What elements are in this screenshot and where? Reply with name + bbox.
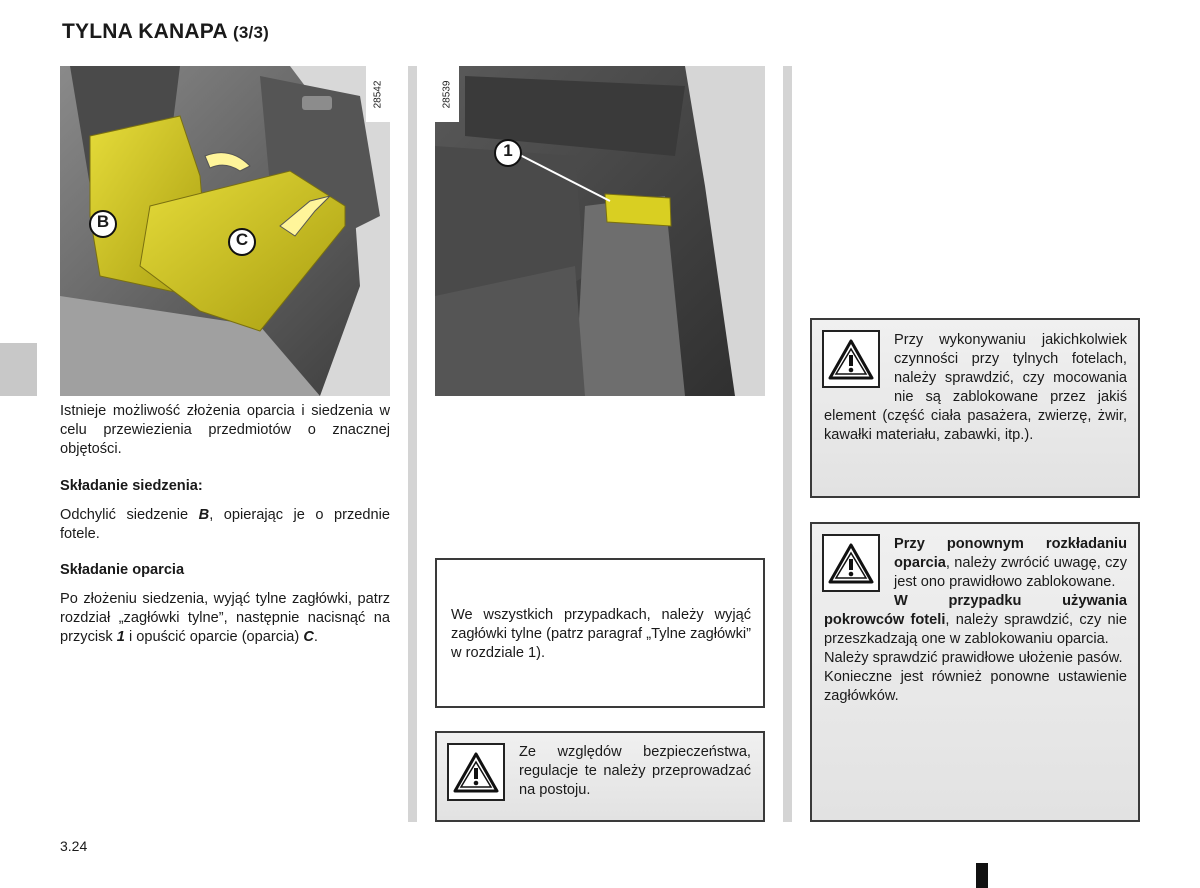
safety-warning-text: Ze względów bezpieczeństwa, regulacje te należy przeprowadzać na postoju.: [519, 744, 751, 798]
page-edge-marker: [976, 863, 988, 888]
warning-triangle-icon: [447, 743, 505, 801]
column-separator-left: [408, 66, 417, 822]
rear-seat-folding-photo: [60, 66, 390, 396]
title-main: TYLNA KANAPA: [62, 20, 227, 43]
reassembly-warning-box: [810, 522, 1140, 822]
column-separator-right: [783, 66, 792, 822]
chapter-tab: [0, 343, 37, 396]
intro-paragraph: Istnieje możliwość złożenia oparcia i siedzenia w celu przewiezienia przedmiotów o znacznej objętości.: [60, 403, 390, 457]
page-number: 3.24: [60, 838, 88, 854]
seat-folding-heading: Składanie siedzenia:: [60, 478, 203, 494]
reassembly-warning-text: Przy ponownym rozkładaniu oparcia, należy zwrócić uwagę, czy jest ono prawidłowo zablokowane. W przypadku używania pokrowców foteli, należy sprawdzić, czy nie przeszkadzają one w zablokowaniu oparcia. Należy sprawdzić prawidłowe ułożenie pasów. Konieczne jest również ponowne ustawienie zagłówków.: [824, 536, 1128, 704]
page-title: [62, 20, 269, 44]
label-1: 1: [503, 141, 513, 160]
backrest-release-photo: [435, 66, 765, 396]
figure-number-middle: 28539: [435, 66, 459, 122]
backrest-folding-paragraph: Po złożeniu siedzenia, wyjąć tylne zagłówki, patrz rozdział „zagłówki tylne”, następnie nacisnąć na przycisk 1 i opuścić oparcie (oparcia) C.: [60, 591, 390, 645]
label-b: B: [96, 212, 110, 231]
safety-warning-box: [435, 731, 765, 822]
figure-number-left: 28542: [366, 66, 390, 122]
backrest-folding-heading: Składanie oparcia: [60, 562, 185, 578]
headrest-note-box: [435, 558, 765, 708]
title-suffix: (3/3): [233, 23, 269, 42]
mounting-warning-text: Przy wykonywaniu jakichkolwiek czynności przy tylnych fotelach, należy sprawdzić, czy mocowania nie są zablokowane przez jakiś element (część ciała pasażera, zwierzę, żwir, kawałki materiału, zabawki, itp.).: [824, 332, 1127, 443]
headrest-note-text: We wszystkich przypadkach, należy wyjąć zagłówki tylne (patrz paragraf „Tylne zagłówki” w rozdziale 1).: [451, 607, 751, 661]
label-c: C: [235, 230, 249, 249]
seat-folding-paragraph: Odchylić siedzenie B, opierając je o przednie fotele.: [60, 507, 390, 542]
mounting-warning-box: [810, 318, 1140, 498]
